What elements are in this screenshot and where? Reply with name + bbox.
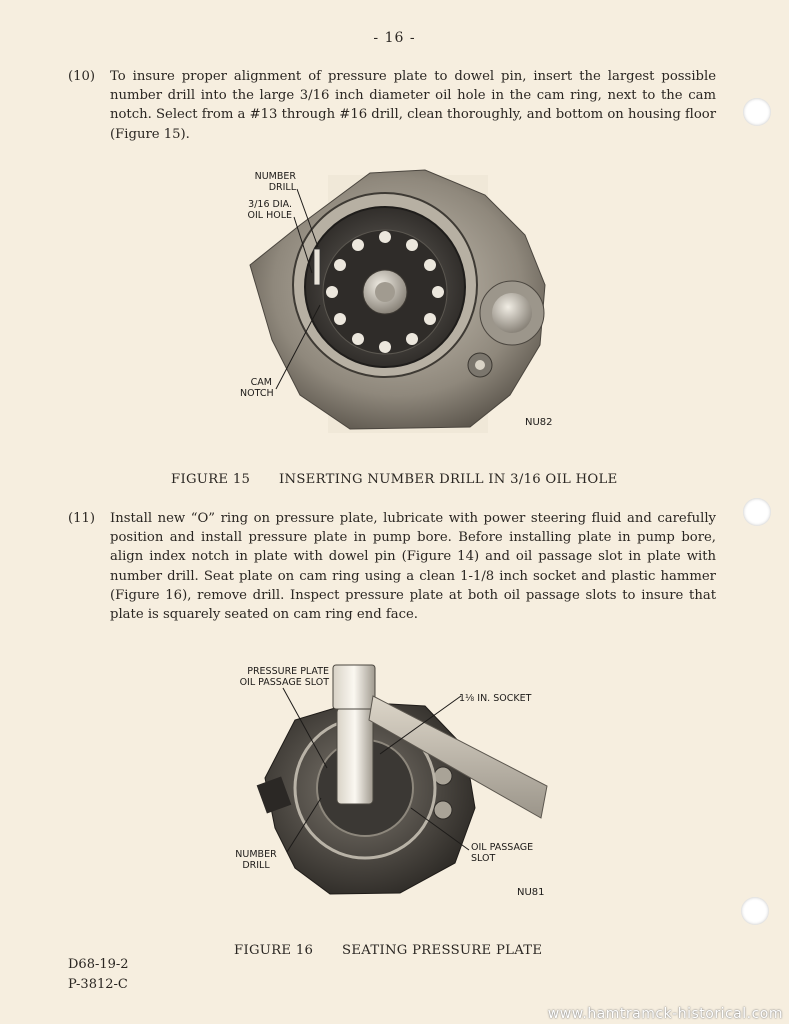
step-text: Install new “O” ring on pressure plate, lubricate with power steering fluid and carefully position and install pressure plate in pump bore. Before installing plate in pump bore, align index notch in plate with dowel pin (Figure 14) and oil passage slot in plate with number drill. Seat plate on cam ring using a clean 1-1/8 inch socket and plastic hammer (Figure 16), remove drill. Inspect pressure plate at both oil passage slots to insure that plate is squarely seated on cam ring end face. [110,511,716,623]
figure-15-id: NU82 [525,417,553,428]
figure-15-caption [171,472,618,487]
callout-number-drill: NUMBER DRILL [254,171,296,193]
step-10 [68,67,716,144]
figure-16-caption [234,943,542,958]
page-number: - 16 - [373,30,416,46]
figure-label: FIGURE 16 [234,943,314,958]
punch-hole-middle [743,498,771,526]
callout-pressure-plate-slot: PRESSURE PLATE OIL PASSAGE SLOT [239,666,329,688]
step-number: (11) [68,511,96,526]
step-number: (10) [68,69,96,84]
figure-16-photo [225,658,555,904]
watermark: www.hamtramck-historical.com [547,1006,783,1022]
document-code: D68-19-2 [68,957,129,972]
figure-label: FIGURE 15 [171,472,251,487]
callout-number-drill: NUMBER DRILL [235,849,277,871]
step-text: To insure proper alignment of pressure plate to dowel pin, insert the largest possible number drill into the large 3/16 inch diameter oil hole in the cam ring, next to the cam notch. Select from a #13 through #16 drill, clean thoroughly, and bottom on housing floor (Figure 15). [110,69,716,142]
callout-socket: 1⅛ IN. SOCKET [459,693,532,704]
figure-title: SEATING PRESSURE PLATE [342,943,543,958]
punch-hole-top [743,98,771,126]
figure-15-photo [240,165,565,433]
figure-16-id: NU81 [517,887,545,898]
part-code: P-3812-C [68,977,128,992]
callout-oil-passage-slot: OIL PASSAGE SLOT [471,842,534,864]
punch-hole-bottom [741,897,769,925]
callout-oil-hole: 3/16 DIA. OIL HOLE [247,199,292,221]
callout-cam-notch: CAM NOTCH [240,377,274,399]
figure-title: INSERTING NUMBER DRILL IN 3/16 OIL HOLE [279,472,618,487]
step-11 [68,509,716,624]
